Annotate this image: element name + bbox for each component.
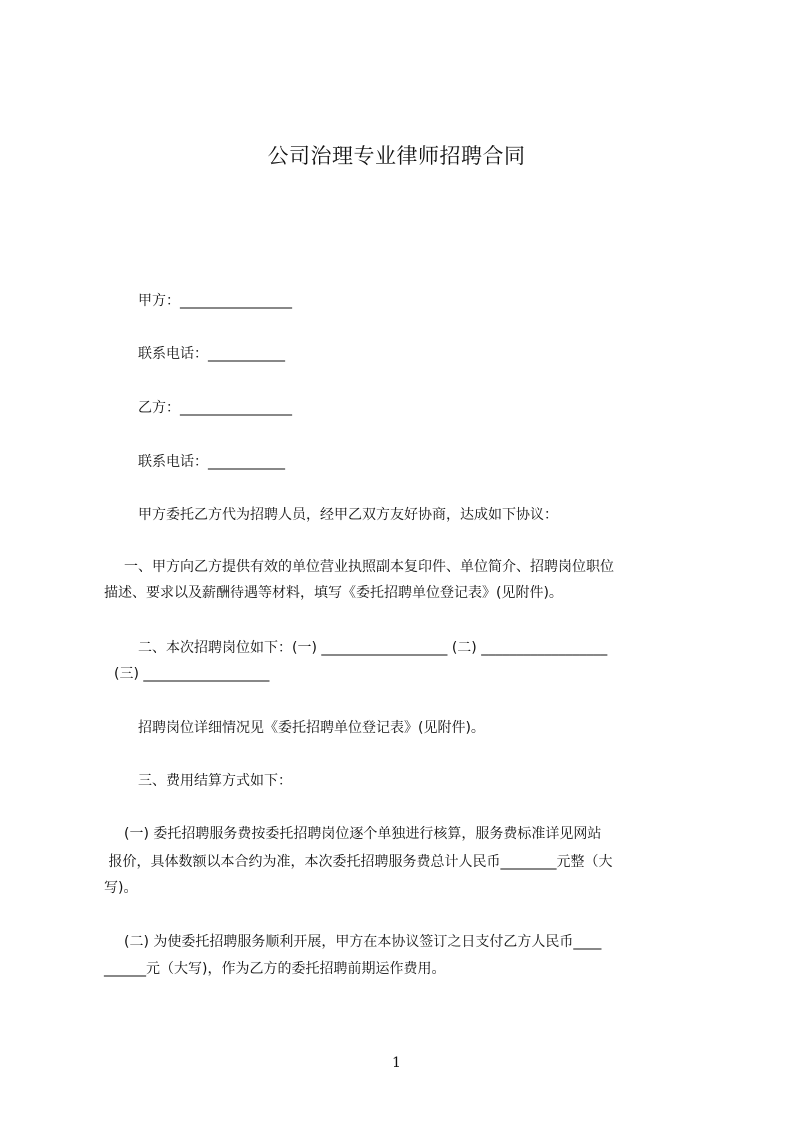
fee-clause-1-line-3: 写)。: [104, 880, 138, 896]
party-a-field: 甲方：________________: [138, 293, 292, 309]
clause-2-line-2: (三) __________________: [114, 666, 270, 682]
clause-3-heading: 三、费用结算方式如下：: [138, 773, 292, 789]
party-b-field: 乙方：________________: [138, 400, 292, 416]
party-a-phone-field: 联系电话：___________: [138, 346, 285, 362]
positions-detail: 招聘岗位详细情况见《委托招聘单位登记表》(见附件)。: [138, 720, 485, 736]
party-b-phone-field: 联系电话：___________: [138, 454, 285, 470]
document-title: 公司治理专业律师招聘合同: [267, 144, 526, 168]
clause-1-line-1: 一、甲方向乙方提供有效的单位营业执照副本复印件、单位简介、招聘岗位职位: [124, 559, 614, 575]
fee-clause-1-line-1: (一) 委托招聘服务费按委托招聘岗位逐个单独进行核算，服务费标准详见网站: [124, 826, 602, 842]
clause-2-line-1: 二、本次招聘岗位如下：(一) __________________ (二) __________________: [138, 640, 608, 656]
fee-clause-2-line-1: (二) 为使委托招聘服务顺利开展，甲方在本协议签订之日支付乙方人民币____: [124, 934, 602, 950]
page-number: 1: [392, 1055, 401, 1071]
fee-clause-1-line-2: 报价，具体数额以本合约为准，本次委托招聘服务费总计人民币________元整（大: [104, 854, 613, 870]
clause-1-line-2: 描述、要求以及薪酬待遇等材料，填写《委托招聘单位登记表》(见附件)。: [104, 585, 563, 601]
intro-paragraph: 甲方委托乙方代为招聘人员，经甲乙双方友好协商，达成如下协议：: [138, 507, 558, 523]
fee-clause-2-line-2: ______元（大写)，作为乙方的委托招聘前期运作费用。: [104, 961, 446, 977]
